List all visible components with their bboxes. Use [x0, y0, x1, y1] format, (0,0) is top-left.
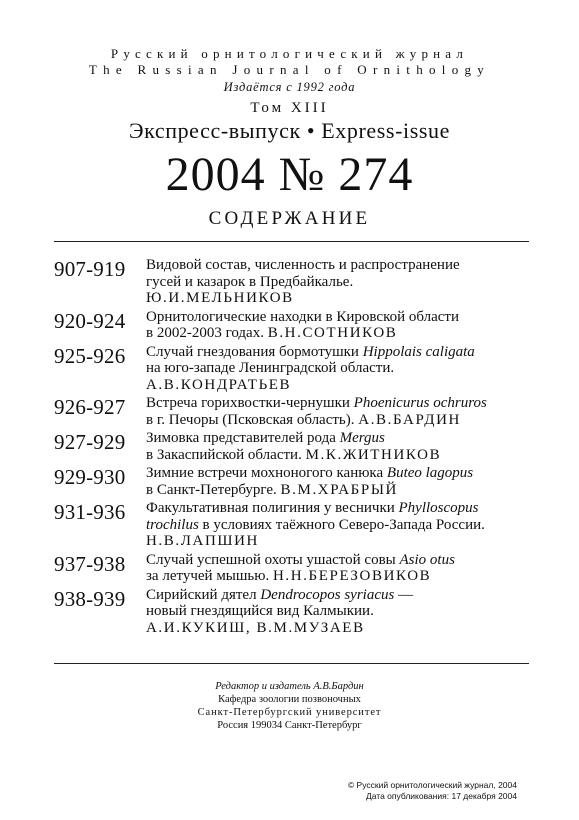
- entry-text: —: [394, 586, 414, 603]
- species-name: Phylloscopus: [398, 500, 479, 516]
- species-name: trochilus: [146, 516, 199, 533]
- entry-text: Сирийский дятел: [146, 586, 261, 603]
- toc-entry: [146, 587, 534, 637]
- imprint: [0, 680, 579, 732]
- toc-page-range: 920-924: [54, 308, 126, 333]
- journal-title-russian: Русский орнитологический журнал: [110, 46, 469, 61]
- toc-item: [54, 587, 534, 637]
- issue-number: 2004 № 274: [165, 148, 414, 201]
- entry-text: Видовой состав, численность и распространение: [146, 257, 460, 273]
- copyright-block: [348, 780, 517, 801]
- toc-entry: [146, 309, 534, 342]
- author-name: А.И.КУКИШ, В.М.МУЗАЕВ: [146, 619, 365, 636]
- toc-page-range: 925-926: [54, 343, 126, 368]
- toc-item: [54, 500, 534, 550]
- entry-text: Зимовка представителей рода: [146, 430, 340, 446]
- toc-entry-line: [146, 360, 534, 377]
- express-issue-label: Экспресс-выпуск • Express-issue: [128, 118, 451, 143]
- toc-entry: [146, 552, 534, 585]
- author-name: Н.В.ЛАПШИН: [146, 533, 259, 549]
- species-name: Mergus: [339, 430, 385, 446]
- author-name: Н.Н.БЕРЕЗОВИКОВ: [272, 568, 432, 584]
- entry-text: Встреча горихвостки-чернушки: [146, 395, 354, 411]
- toc-entry-line: [146, 552, 534, 569]
- species-name: Asio otus: [399, 551, 455, 568]
- entry-text: новый гнездящийся вид Калмыкии.: [146, 603, 374, 619]
- toc-entry-line: [146, 603, 534, 620]
- toc-page-range: 926-927: [54, 395, 126, 419]
- toc-entry: [146, 500, 534, 550]
- author-name: М.К.ЖИТНИКОВ: [305, 446, 442, 463]
- department-line: Кафедра зоологии позвоночных: [218, 694, 361, 705]
- entry-text: за летучей мышью.: [146, 568, 273, 584]
- toc-entry-line: [146, 447, 534, 464]
- toc-item: [54, 395, 534, 428]
- toc-item: [54, 309, 534, 342]
- toc-item: [54, 344, 534, 394]
- toc-page-range: 927-929: [54, 430, 126, 454]
- toc-entry-line: [146, 377, 534, 394]
- author-name: В.М.ХРАБРЫЙ: [280, 481, 398, 498]
- toc-entry-line: [146, 430, 534, 447]
- address-line: Россия 199034 Санкт-Петербург: [217, 720, 362, 731]
- toc-entry-line: [146, 290, 534, 307]
- toc-entry-line: [146, 274, 534, 291]
- toc-entry-line: [146, 325, 534, 342]
- entry-text: в Санкт-Петербурге.: [146, 481, 281, 498]
- volume-number: Том XIII: [250, 100, 329, 116]
- species-name: Dendrocopos syriacus: [260, 586, 395, 603]
- species-name: Phoenicurus ochruros: [353, 395, 487, 411]
- entry-text: Зимние встречи мохноногого канюка: [146, 465, 387, 481]
- toc-item: [54, 430, 534, 463]
- publication-date: Дата опубликования: 17 декабря 2004: [365, 790, 517, 801]
- toc-item: [54, 465, 534, 498]
- toc-page-range: 937-938: [54, 551, 126, 576]
- top-divider: [54, 241, 529, 242]
- toc-entry-line: [146, 465, 534, 482]
- entry-text: Случай гнездования бормотушки: [146, 343, 363, 360]
- entry-text: в условиях таёжного Северо-Запада России.: [198, 516, 485, 533]
- toc-entry-line: [146, 533, 534, 550]
- toc-entry-line: [146, 568, 534, 585]
- entry-text: на юго-западе Ленинградской области.: [146, 360, 395, 376]
- entry-text: в Закаспийской области.: [146, 446, 306, 463]
- table-of-contents: [54, 257, 534, 636]
- contents-heading: СОДЕРЖАНИЕ: [208, 208, 371, 229]
- toc-entry: [146, 395, 534, 428]
- toc-page-range: 929-930: [54, 465, 126, 489]
- entry-text: Случай успешной охоты ушастой совы: [146, 551, 400, 568]
- toc-page-range: 907-919: [54, 257, 126, 281]
- species-name: Buteo lagopus: [386, 465, 474, 481]
- published-since: Издаётся с 1992 года: [223, 80, 356, 94]
- copyright-line: © Русский орнитологический журнал, 2004: [347, 780, 517, 790]
- entry-text: в г. Печоры (Псковская область).: [146, 411, 359, 428]
- university-line: Санкт-Петербургский университет: [197, 707, 382, 718]
- journal-title-english: The Russian Journal of Ornithology: [88, 62, 491, 77]
- editor-line: Редактор и издатель А.В.Бардин: [215, 681, 364, 692]
- toc-entry-line: [146, 587, 534, 604]
- toc-entry-line: [146, 482, 534, 499]
- toc-entry: [146, 465, 534, 498]
- toc-page-range: 938-939: [54, 586, 126, 611]
- toc-entry: [146, 344, 534, 394]
- entry-text: гусей и казарок в Предбайкалье.: [146, 273, 354, 290]
- author-name: В.Н.СОТНИКОВ: [267, 325, 398, 341]
- toc-item: [54, 552, 534, 585]
- author-name: Ю.И.МЕЛЬНИКОВ: [146, 290, 294, 306]
- entry-text: Факультативная полигиния у веснички: [146, 500, 399, 516]
- author-name: А.В.БАРДИН: [358, 411, 461, 428]
- toc-entry-line: [146, 412, 534, 429]
- species-name: Hippolais caligata: [362, 343, 475, 360]
- toc-entry-line: [146, 257, 534, 274]
- toc-entry-line: [146, 517, 534, 534]
- toc-entry-line: [146, 620, 534, 637]
- toc-item: [54, 257, 534, 307]
- entry-text: Орнитологические находки в Кировской области: [146, 308, 460, 325]
- toc-entry-line: [146, 500, 534, 517]
- toc-entry-line: [146, 344, 534, 361]
- author-name: А.В.КОНДРАТЬЕВ: [146, 376, 292, 393]
- toc-page-range: 931-936: [54, 500, 126, 524]
- toc-entry: [146, 257, 534, 307]
- toc-entry-line: [146, 309, 534, 326]
- toc-entry-line: [146, 395, 534, 412]
- bottom-divider: [54, 663, 529, 664]
- entry-text: в 2002-2003 годах.: [146, 325, 268, 341]
- toc-entry: [146, 430, 534, 463]
